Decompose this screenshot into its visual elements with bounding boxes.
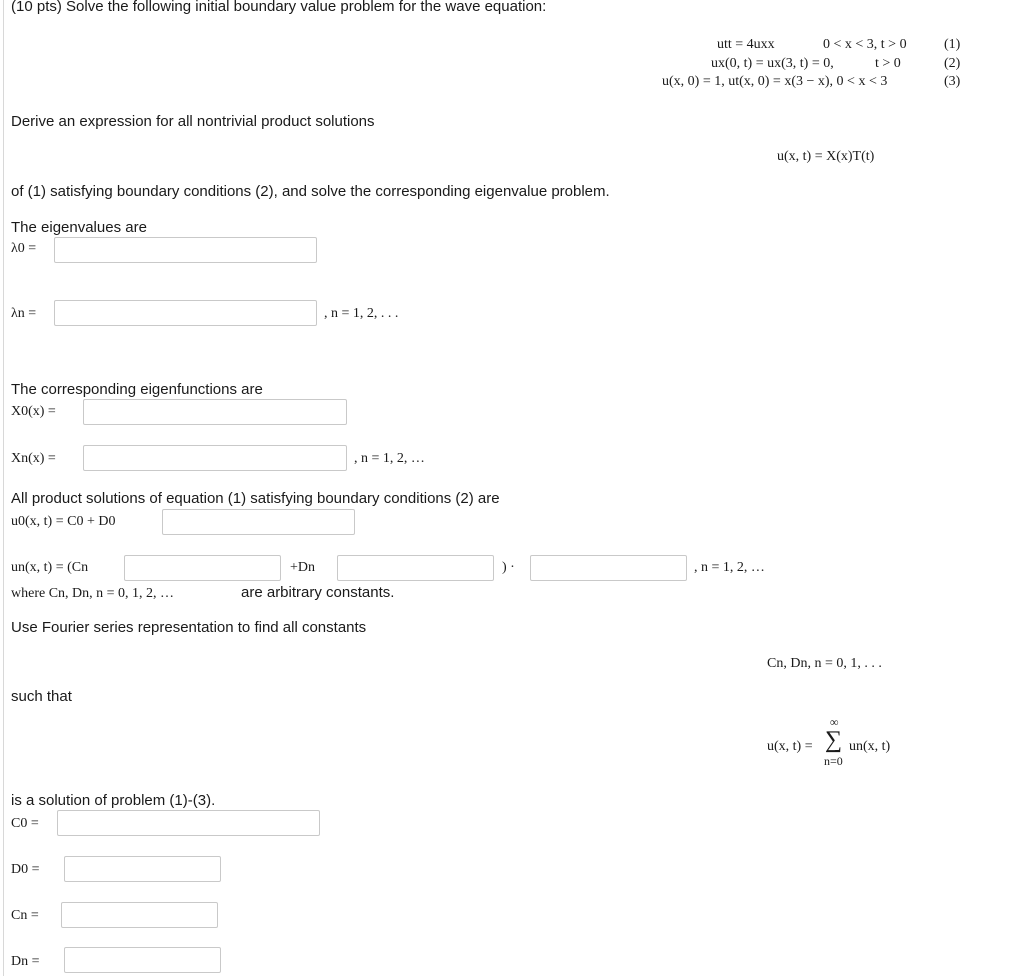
lambdan-input[interactable] xyxy=(54,300,317,326)
c0-input[interactable] xyxy=(57,810,320,836)
constants-formula: Cn, Dn, n = 0, 1, . . . xyxy=(767,656,882,671)
d0-label: D0 = xyxy=(11,862,40,877)
cn-label: Cn = xyxy=(11,908,39,923)
sum-upper-limit: ∞ xyxy=(830,715,839,729)
eq1-lhs: utt = 4uxx xyxy=(717,37,775,52)
un-cn-input[interactable] xyxy=(124,555,281,581)
is-solution: is a solution of problem (1)-(3). xyxy=(11,792,216,809)
sum-sign: ∑ xyxy=(825,727,843,753)
xn-input[interactable] xyxy=(83,445,347,471)
lambdan-suffix: , n = 1, 2, . . . xyxy=(324,306,399,321)
eq2-lhs: ux(0, t) = ux(3, t) = 0, xyxy=(711,56,834,71)
such-that: such that xyxy=(11,688,72,705)
xn-label: Xn(x) = xyxy=(11,451,56,466)
u0-input[interactable] xyxy=(162,509,355,535)
product-instruction: Derive an expression for all nontrivial product solutions xyxy=(11,113,375,130)
plus-dn-label: +Dn xyxy=(290,560,316,575)
x0-input[interactable] xyxy=(83,399,347,425)
series-lhs: u(x, t) = xyxy=(767,739,813,754)
arbitrary-constants: are arbitrary constants. xyxy=(241,584,395,601)
eq2-number: (2) xyxy=(944,56,961,71)
all-products-heading: All product solutions of equation (1) satisfying boundary conditions (2) are xyxy=(11,490,500,507)
un-dn-input[interactable] xyxy=(337,555,494,581)
cn-input[interactable] xyxy=(61,902,218,928)
u0-label: u0(x, t) = C0 + D0 xyxy=(11,514,116,529)
un-factor-input[interactable] xyxy=(530,555,687,581)
c0-label: C0 = xyxy=(11,816,39,831)
product-after: of (1) satisfying boundary conditions (2), and solve the corresponding eigenvalue problem. xyxy=(11,183,610,200)
eq3: u(x, 0) = 1, ut(x, 0) = x(3 − x), 0 < x < 3 xyxy=(662,74,888,89)
series-term: un(x, t) xyxy=(849,739,891,754)
lambda0-input[interactable] xyxy=(54,237,317,263)
where-label: where Cn, Dn, n = 0, 1, 2, … xyxy=(11,586,175,601)
dn-input[interactable] xyxy=(64,947,221,973)
d0-input[interactable] xyxy=(64,856,221,882)
eigenvalues-heading: The eigenvalues are xyxy=(11,219,147,236)
lambdan-label: λn = xyxy=(11,306,37,321)
eigenfunctions-heading: The corresponding eigenfunctions are xyxy=(11,381,263,398)
close-paren-dot: ) · xyxy=(502,560,515,575)
sum-lower-limit: n=0 xyxy=(824,754,843,768)
left-border xyxy=(3,0,4,976)
fourier-instruction: Use Fourier series representation to find all constants xyxy=(11,619,367,636)
x0-label: X0(x) = xyxy=(11,404,56,419)
eq1-cond: 0 < x < 3, t > 0 xyxy=(823,37,907,52)
dn-label: Dn = xyxy=(11,954,40,969)
question-header: (10 pts) Solve the following initial boundary value problem for the wave equation: xyxy=(11,0,547,15)
xn-suffix: , n = 1, 2, … xyxy=(354,451,425,466)
un-suffix: , n = 1, 2, … xyxy=(694,560,765,575)
eq3-number: (3) xyxy=(944,74,961,89)
un-label: un(x, t) = (Cn xyxy=(11,560,89,575)
lambda0-label: λ0 = xyxy=(11,241,37,256)
eq1-number: (1) xyxy=(944,37,961,52)
product-formula: u(x, t) = X(x)T(t) xyxy=(777,149,875,164)
eq2-cond: t > 0 xyxy=(875,56,901,71)
